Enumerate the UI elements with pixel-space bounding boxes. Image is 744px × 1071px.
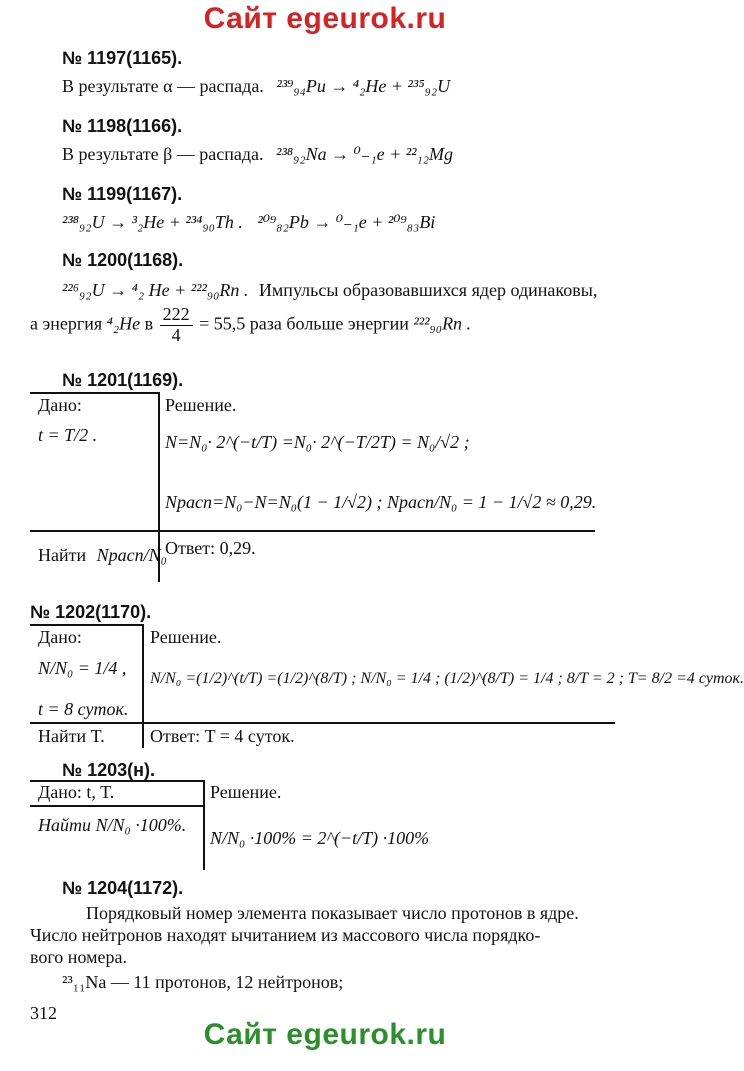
problem-1203-title: № 1203(н). [62, 760, 155, 780]
problem-1202-top-rule [30, 624, 144, 626]
problem-1202-given-label: Дано: [38, 627, 82, 647]
problem-1198-title: № 1198(1166). [62, 116, 183, 136]
problem-1201-equation-2: Nрасп=N₀−N=N₀(1 − 1/√2) ; Nрасп/N₀ = 1 − 1/√2 ≈ 0,29. [165, 492, 597, 512]
problem-1201-solution-label: Решение. [165, 395, 237, 415]
problem-1197-title: № 1197(1165). [62, 48, 183, 68]
problem-1204-line-4: ²³₁₁Na — 11 протонов, 12 нейтронов; [62, 972, 344, 992]
problem-1204-line-1: Порядковый номер элемента показывает число протонов в ядре. [86, 903, 579, 923]
problem-1197-text [62, 76, 450, 97]
page-number: 312 [30, 1003, 57, 1023]
problem-1199-equation-1: ²³⁸₉₂U → ³₂He + ²³⁴₉₀Th . [62, 212, 243, 232]
problem-1202-find: Найти T. [38, 726, 105, 746]
problem-1200-rn: ²²²₉₀Rn . [413, 313, 472, 334]
problem-1198-equation: ²³⁸₉₂Na → ⁰₋₁e + ²²₁₂Mg [276, 144, 454, 164]
problem-1201-title: № 1201(1169). [62, 370, 184, 390]
problem-1202-solution-label: Решение. [150, 627, 222, 647]
problem-1200-fraction [160, 305, 193, 346]
problem-1201-find [38, 545, 167, 566]
problem-1200-frac-den: 4 [171, 324, 181, 345]
problem-1200-he: ⁴₂He [106, 313, 141, 334]
problem-1201-given: t = T/2 . [38, 425, 98, 445]
problem-1198-text [62, 144, 453, 165]
site-banner-top: Сайт egeurok.ru [203, 2, 447, 35]
problem-1201-find-rule [30, 530, 595, 532]
problem-1200-text-2c: в [144, 313, 154, 334]
problem-1200-line-2 [30, 305, 471, 346]
problem-1203-given-rule [30, 805, 205, 807]
problem-1199-equations [62, 212, 435, 233]
problem-1197-statement: В результате α — распада. [62, 76, 264, 96]
problem-1202-find-rule [30, 722, 615, 724]
problem-1203-vertical-rule [203, 780, 205, 870]
problem-1203-find: Найти N/N₀ ·100%. [38, 815, 187, 835]
site-banner-bottom: Сайт egeurok.ru [203, 1018, 447, 1051]
problem-1198-statement: В результате β — распада. [62, 144, 264, 164]
problem-1200-line-1 [62, 280, 597, 301]
problem-1199-title: № 1199(1167). [62, 184, 183, 204]
problem-1202-answer: Ответ: T = 4 суток. [150, 726, 295, 746]
problem-1201-top-rule [30, 392, 160, 394]
problem-1201-answer: Ответ: 0,29. [165, 538, 256, 558]
problem-1204-line-2: Число нейтронов находят ычитанием из массового числа порядко- [30, 925, 541, 945]
problem-1200-text-2d: = 55,5 раза больше энергии [199, 313, 409, 334]
problem-1202-solution: N/N₀ =(1/2)^(t/T) =(1/2)^(8/T) ; N/N₀ = 1/4 ; (1/2)^(8/T) = 1/4 ; 8/T = 2 ; T= 8/2 =4 суток. [150, 670, 744, 687]
problem-1201-equation-1: N=N₀· 2^(−t/T) =N₀· 2^(−T/2T) = N₀/√2 ; [165, 432, 470, 452]
problem-1204-line-3: вого номера. [30, 947, 127, 967]
problem-1200-text-2a: а энергия [30, 313, 103, 334]
problem-1203-solution: N/N₀ ·100% = 2^(−t/T) ·100% [210, 828, 430, 848]
problem-1204-title: № 1204(1172). [62, 878, 184, 898]
problem-1202-vertical-rule [142, 624, 144, 748]
problem-1200-frac-num: 222 [160, 305, 193, 326]
problem-1199-equation-2: ²⁰⁹₈₂Pb → ⁰₋₁e + ²⁰⁹₈₃Bi [257, 212, 436, 232]
problem-1203-given: Дано: t, T. [38, 782, 115, 802]
problem-1201-find-label: Найти [38, 545, 87, 565]
problem-1200-text-1: Импульсы образовавшихся ядер одинаковы, [258, 280, 598, 300]
problem-1203-solution-label: Решение. [210, 782, 282, 802]
problem-1202-title: № 1202(1170). [30, 602, 152, 622]
problem-1202-given-2: t = 8 суток. [38, 699, 129, 719]
problem-1202-given-1: N/N₀ = 1/4 , [38, 658, 127, 678]
problem-1197-equation: ²³⁹₉₄Pu → ⁴₂He + ²³⁵₉₂U [276, 76, 451, 96]
problem-1200-equation: ²²⁶₉₂U → ⁴₂ He + ²²²₉₀Rn . [62, 280, 249, 300]
problem-1201-find-value: Nрасп/N₀ [96, 545, 167, 565]
problem-1200-title: № 1200(1168). [62, 250, 184, 270]
problem-1201-given-label: Дано: [38, 395, 82, 415]
